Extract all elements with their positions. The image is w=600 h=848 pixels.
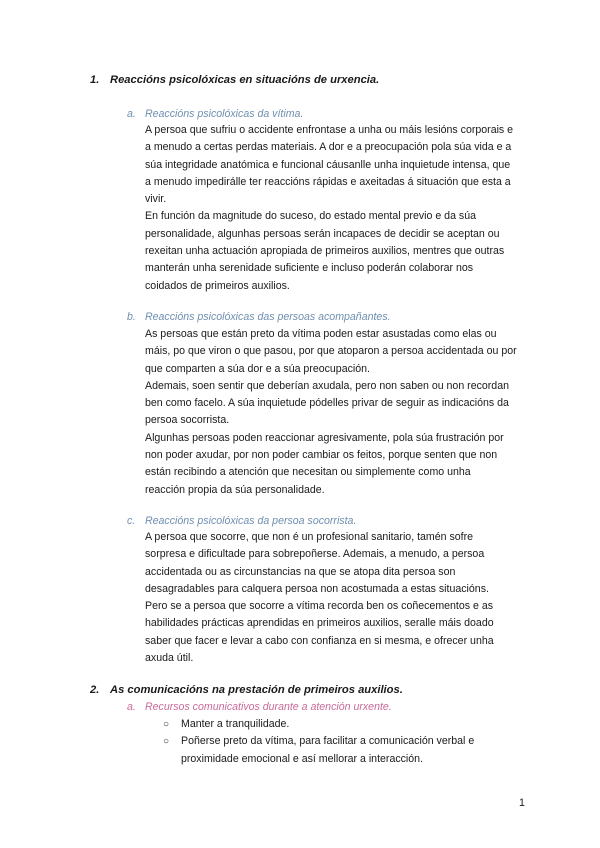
text-line: máis, po que viron o que pasou, por que atoparon a persoa accidentada ou por <box>145 345 517 358</box>
section-heading <box>90 683 403 698</box>
text-line: Algunhas persoas poden reaccionar agresivamente, pola súa frustración por <box>145 431 504 444</box>
text-line: As persoas que están preto da vítima poden estar asustadas como elas ou <box>145 328 497 340</box>
text-line: persoa socorrista. <box>145 414 230 427</box>
subsection-heading <box>127 514 356 529</box>
text-line: personalidade, algunhas persoas serán incapaces de decidir se aceptan ou <box>145 227 500 240</box>
text-line: que comparten a súa dor e a súa preocupación. <box>145 362 370 375</box>
text-line: desagradables para calquera persoa non acostumada a estas situacións. <box>145 582 489 595</box>
subsection-title: Recursos comunicativos durante a atención urxente. <box>145 701 392 713</box>
text-line: manterán unha serenidade suficiente e incluso poderán colaborar nos <box>145 262 474 275</box>
text-line: a menudo impedirálle ter reaccións rápidas e axeitadas á situación que esta a <box>145 175 511 188</box>
text-line: ben como facelo. A súa inquietude pódelles privar de seguir as indicacións da <box>145 397 509 410</box>
list-item <box>163 716 523 733</box>
paragraph-block <box>145 529 530 667</box>
text-line: saber que facer e levar a cabo con confianza en si mesma, e ofrecer unha <box>145 634 494 647</box>
subsection-heading <box>127 310 391 325</box>
text-line: habilidades prácticas aprendidas en primeiros auxilios, seralle máis doado <box>145 617 494 630</box>
text-line: axuda útil. <box>145 652 194 665</box>
text-line: Poñerse preto da vítima, para facilitar a comunicación verbal e <box>181 735 475 748</box>
text-line: A persoa que socorre, que non é un profesional sanitario, tamén sofre <box>145 531 474 543</box>
subsection-letter: b. <box>127 311 136 323</box>
text-line: reacción propia da súa personalidade. <box>145 483 325 496</box>
page-number: 1 <box>519 797 525 809</box>
section-title: As comunicacións na prestación de primeiros auxilios. <box>110 684 403 696</box>
section-heading <box>90 73 379 88</box>
subsection-title: Reaccións psicolóxicas das persoas acompañantes. <box>145 311 391 323</box>
subsection-heading <box>127 107 303 122</box>
text-line: a menudo a certas perdas materiais. A dor e a preocupación pola súa vida e a <box>145 141 512 154</box>
list-item <box>163 733 523 768</box>
section-number: 1. <box>90 74 100 86</box>
circle-bullet-icon: ○ <box>163 719 170 730</box>
text-line: vivir. <box>145 193 167 206</box>
section-number: 2. <box>90 684 100 696</box>
subsection-letter: a. <box>127 108 136 120</box>
text-line: Ademais, soen sentir que deberían axudala, pero non saben ou non recordan <box>145 379 509 392</box>
subsection-letter: c. <box>127 515 136 527</box>
text-line: rexeitan unha actuación apropiada de primeiros auxilios, mentres que outras <box>145 245 505 258</box>
text-line: Pero se a persoa que socorre a vítima recorda ben os coñecementos e as <box>145 600 494 613</box>
subsection-title: Reaccións psicolóxicas da persoa socorrista. <box>145 515 357 527</box>
text-line: Manter a tranquilidade. <box>181 718 290 730</box>
text-line: coidados de primeiros auxilios. <box>145 279 290 292</box>
text-line: non poder axudar, por non poder cambiar os feitos, porque senten que non <box>145 449 498 462</box>
subsection-heading <box>127 700 392 715</box>
text-line: accidentada ou as circunstancias na que se atopa dita persoa son <box>145 565 456 578</box>
text-line: están recibindo a atención que necesitan ou simplemente como unha <box>145 466 471 479</box>
text-line: En función da magnitude do suceso, do estado mental previo e da súa <box>145 210 476 223</box>
section-title: Reaccións psicolóxicas en situacións de urxencia. <box>110 74 380 86</box>
text-line: proximidade emocional e así mellorar a interacción. <box>181 752 424 765</box>
text-line: A persoa que sufriu o accidente enfrontase a unha ou máis lesións corporais e <box>145 124 514 136</box>
paragraph-block <box>145 326 530 499</box>
subsection-title: Reaccións psicolóxicas da vítima. <box>145 108 304 120</box>
text-line: sorpresa e dificultade para sobrepoñerse. Ademais, a menudo, a persoa <box>145 548 485 561</box>
circle-bullet-icon: ○ <box>163 736 170 748</box>
paragraph-block <box>145 122 530 295</box>
bullet-list <box>163 716 523 768</box>
subsection-letter: a. <box>127 701 136 713</box>
text-line: súa integridade anatómica e funcional cáusanlle unha inquietude intensa, que <box>145 158 511 171</box>
